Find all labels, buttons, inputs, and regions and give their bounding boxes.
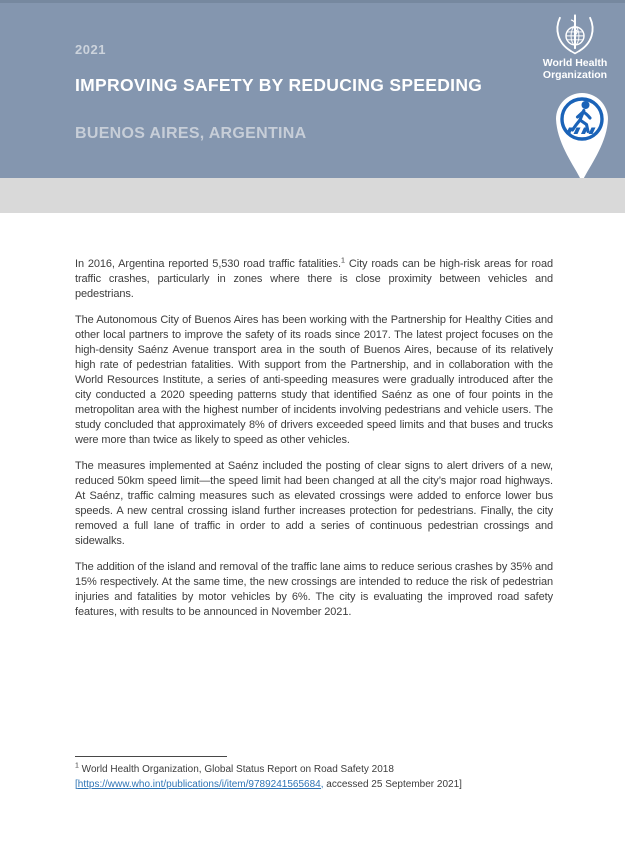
who-name-line1: World Health	[542, 57, 608, 69]
footnote	[75, 756, 553, 792]
page-title: IMPROVING SAFETY BY REDUCING SPEEDING	[75, 75, 483, 95]
paragraph-partnership: The Autonomous City of Buenos Aires has been working with the Partnership for Healthy Cities and other local partners to improve the safety of its roads since 2017. The latest project focuses on the high-density Saénz Avenue transport area in the south of Buenos Aires, because of its relatively high rate of pedestrian fatalities. With support from the Partnership, and in collaboration with the World Resources Institute, a series of anti-speeding measures were gradually introduced after the city conducted a 2020 speeding patterns study that identified Saénz as one of four points in the metropolitan area with the highest number of incidents involving pedestrians and vehicle users. The study concluded that approximately 8% of drivers exceeded speed limits and that buses and trucks were more than twice as likely to speed as other vehicles.	[75, 314, 553, 446]
footnote-divider	[75, 756, 227, 757]
paragraph-fatalities	[75, 257, 553, 302]
pedestrian-crossing-pin-icon	[552, 88, 612, 184]
footnote-link-line	[75, 778, 553, 793]
footnote-source-text: World Health Organization, Global Status Report on Road Safety 2018	[78, 764, 394, 775]
paragraph-measures: The measures implemented at Saénz included the posting of clear signs to alert drivers of a new, reduced 50km speed limit—the speed limit had been changed at all the city’s major road highways. At Saénz, traffic calming measures such as elevated crossings were added to enforce lower bus speeds. A new central crossing island further increases protection for pedestrians. Finally, the city removed a full lane of traffic in order to add a series of continuous pedestrian crossings and sidewalks.	[75, 460, 553, 547]
who-logo	[535, 9, 615, 81]
page-subtitle: BUENOS AIRES, ARGENTINA	[75, 125, 307, 142]
report-year: 2021	[75, 42, 106, 57]
header-banner	[0, 0, 625, 178]
paragraph-outcomes: The addition of the island and removal of the traffic lane aims to reduce serious crashes by 35% and 15% respectively. At the same time, the new crossings are intended to reduce the risk of pedestrian injuries and fatalities by motor vehicles by 6%. The city is evaluating the improved road safety features, with results to be announced in November 2021.	[75, 561, 553, 618]
footnote-reference: 1	[340, 255, 345, 265]
footnote-url-link[interactable]: [https://www.who.int/publications/i/item/9789241565684,	[75, 778, 324, 790]
paragraph-text: In 2016, Argentina reported 5,530 road traffic fatalities.	[75, 258, 341, 270]
who-emblem-icon	[552, 9, 598, 57]
paragraph-text: City roads can be high-risk areas for road traffic crashes, particularly in zones where there is close proximity between vehicles and pedestrians.	[75, 258, 553, 300]
header-subband	[0, 178, 625, 213]
document-body	[75, 257, 553, 631]
who-name-line2: Organization	[542, 68, 608, 81]
footnote-access-date: accessed 25 September 2021]	[323, 778, 462, 790]
footnote-marker: 1	[75, 762, 79, 770]
footnote-source-line	[75, 763, 553, 778]
